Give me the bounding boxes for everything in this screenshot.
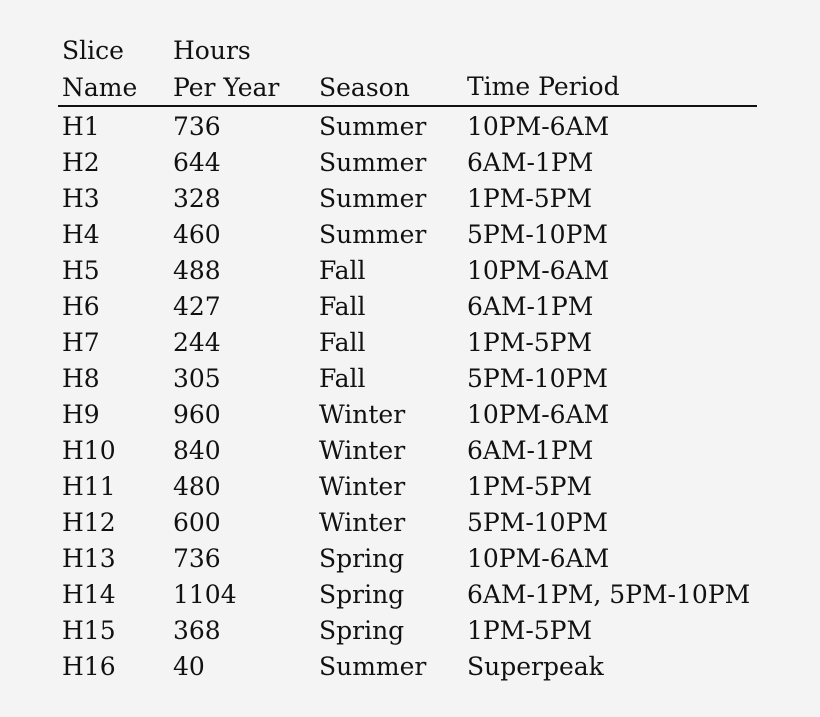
cell-hours-per-year: 328 [173,184,221,213]
cell-slice-name: H14 [62,580,116,609]
cell-time-period: 1PM-5PM [467,472,593,501]
cell-hours-per-year: 736 [173,544,221,573]
table-row [58,397,757,433]
cell-time-period: Superpeak [467,652,604,681]
table-row [58,577,757,613]
cell-hours-per-year: 600 [173,508,221,537]
table-header [58,33,757,106]
cell-season: Spring [319,580,405,609]
cell-hours-per-year: 427 [173,292,221,321]
cell-time-period: 6AM-1PM, 5PM-10PM [467,580,751,609]
cell-slice-name: H15 [62,616,116,645]
cell-season: Summer [319,652,427,681]
cell-hours-per-year: 368 [173,616,221,645]
cell-season: Winter [319,400,406,429]
header-period-top [467,33,757,69]
cell-slice-name: H10 [62,436,116,465]
cell-time-period: 6AM-1PM [467,292,594,321]
table-row [58,469,757,505]
table-row [58,361,757,397]
cell-slice-name: H12 [62,508,116,537]
table-row [58,289,757,325]
table-row [58,613,757,649]
cell-time-period: 5PM-10PM [467,508,609,537]
header-hours-top: Hours [173,36,251,65]
table-body [58,106,757,685]
cell-time-period: 5PM-10PM [467,220,609,249]
cell-hours-per-year: 644 [173,148,221,177]
header-row-bottom [58,69,757,106]
cell-slice-name: H6 [62,292,100,321]
cell-slice-name: H2 [62,148,100,177]
table-row [58,181,757,217]
cell-season: Spring [319,616,405,645]
cell-hours-per-year: 960 [173,400,221,429]
cell-slice-name: H4 [62,220,100,249]
cell-time-period: 10PM-6AM [467,112,610,141]
cell-hours-per-year: 244 [173,328,221,357]
table-row [58,505,757,541]
cell-slice-name: H7 [62,328,100,357]
cell-season: Summer [319,112,427,141]
cell-time-period: 1PM-5PM [467,616,593,645]
cell-season: Fall [319,256,366,285]
cell-hours-per-year: 305 [173,364,221,393]
cell-season: Summer [319,184,427,213]
cell-time-period: 6AM-1PM [467,148,594,177]
cell-slice-name: H9 [62,400,100,429]
table-row [58,541,757,577]
header-period-bottom: Time Period [467,69,757,106]
header-season-bottom: Season [319,73,410,102]
table-row [58,325,757,361]
cell-time-period: 5PM-10PM [467,364,609,393]
table-row [58,433,757,469]
cell-slice-name: H16 [62,652,116,681]
table-row [58,217,757,253]
cell-season: Summer [319,220,427,249]
cell-slice-name: H13 [62,544,116,573]
header-row-top [58,33,757,69]
header-season-top [319,33,467,69]
header-slice-top: Slice [62,36,124,65]
cell-hours-per-year: 480 [173,472,221,501]
cell-slice-name: H5 [62,256,100,285]
cell-season: Fall [319,292,366,321]
cell-time-period: 10PM-6AM [467,400,610,429]
cell-time-period: 6AM-1PM [467,436,594,465]
cell-slice-name: H3 [62,184,100,213]
table-row [58,649,757,685]
header-hours-bottom: Per Year [173,73,280,102]
table-row [58,253,757,289]
cell-slice-name: H8 [62,364,100,393]
cell-season: Winter [319,472,406,501]
cell-time-period: 1PM-5PM [467,184,593,213]
cell-season: Winter [319,436,406,465]
header-rule [58,105,756,107]
cell-season: Summer [319,148,427,177]
cell-time-period: 10PM-6AM [467,256,610,285]
cell-hours-per-year: 840 [173,436,221,465]
cell-hours-per-year: 40 [173,652,205,681]
cell-hours-per-year: 736 [173,112,221,141]
cell-season: Fall [319,328,366,357]
time-slice-table [58,33,757,685]
cell-season: Winter [319,508,406,537]
header-slice-bottom: Name [62,73,138,102]
cell-slice-name: H1 [62,112,100,141]
cell-season: Fall [319,364,366,393]
cell-season: Spring [319,544,405,573]
cell-time-period: 10PM-6AM [467,544,610,573]
cell-hours-per-year: 460 [173,220,221,249]
cell-hours-per-year: 488 [173,256,221,285]
cell-hours-per-year: 1104 [173,580,237,609]
cell-time-period: 1PM-5PM [467,328,593,357]
table-row [58,106,757,145]
table-row [58,145,757,181]
cell-slice-name: H11 [62,472,116,501]
